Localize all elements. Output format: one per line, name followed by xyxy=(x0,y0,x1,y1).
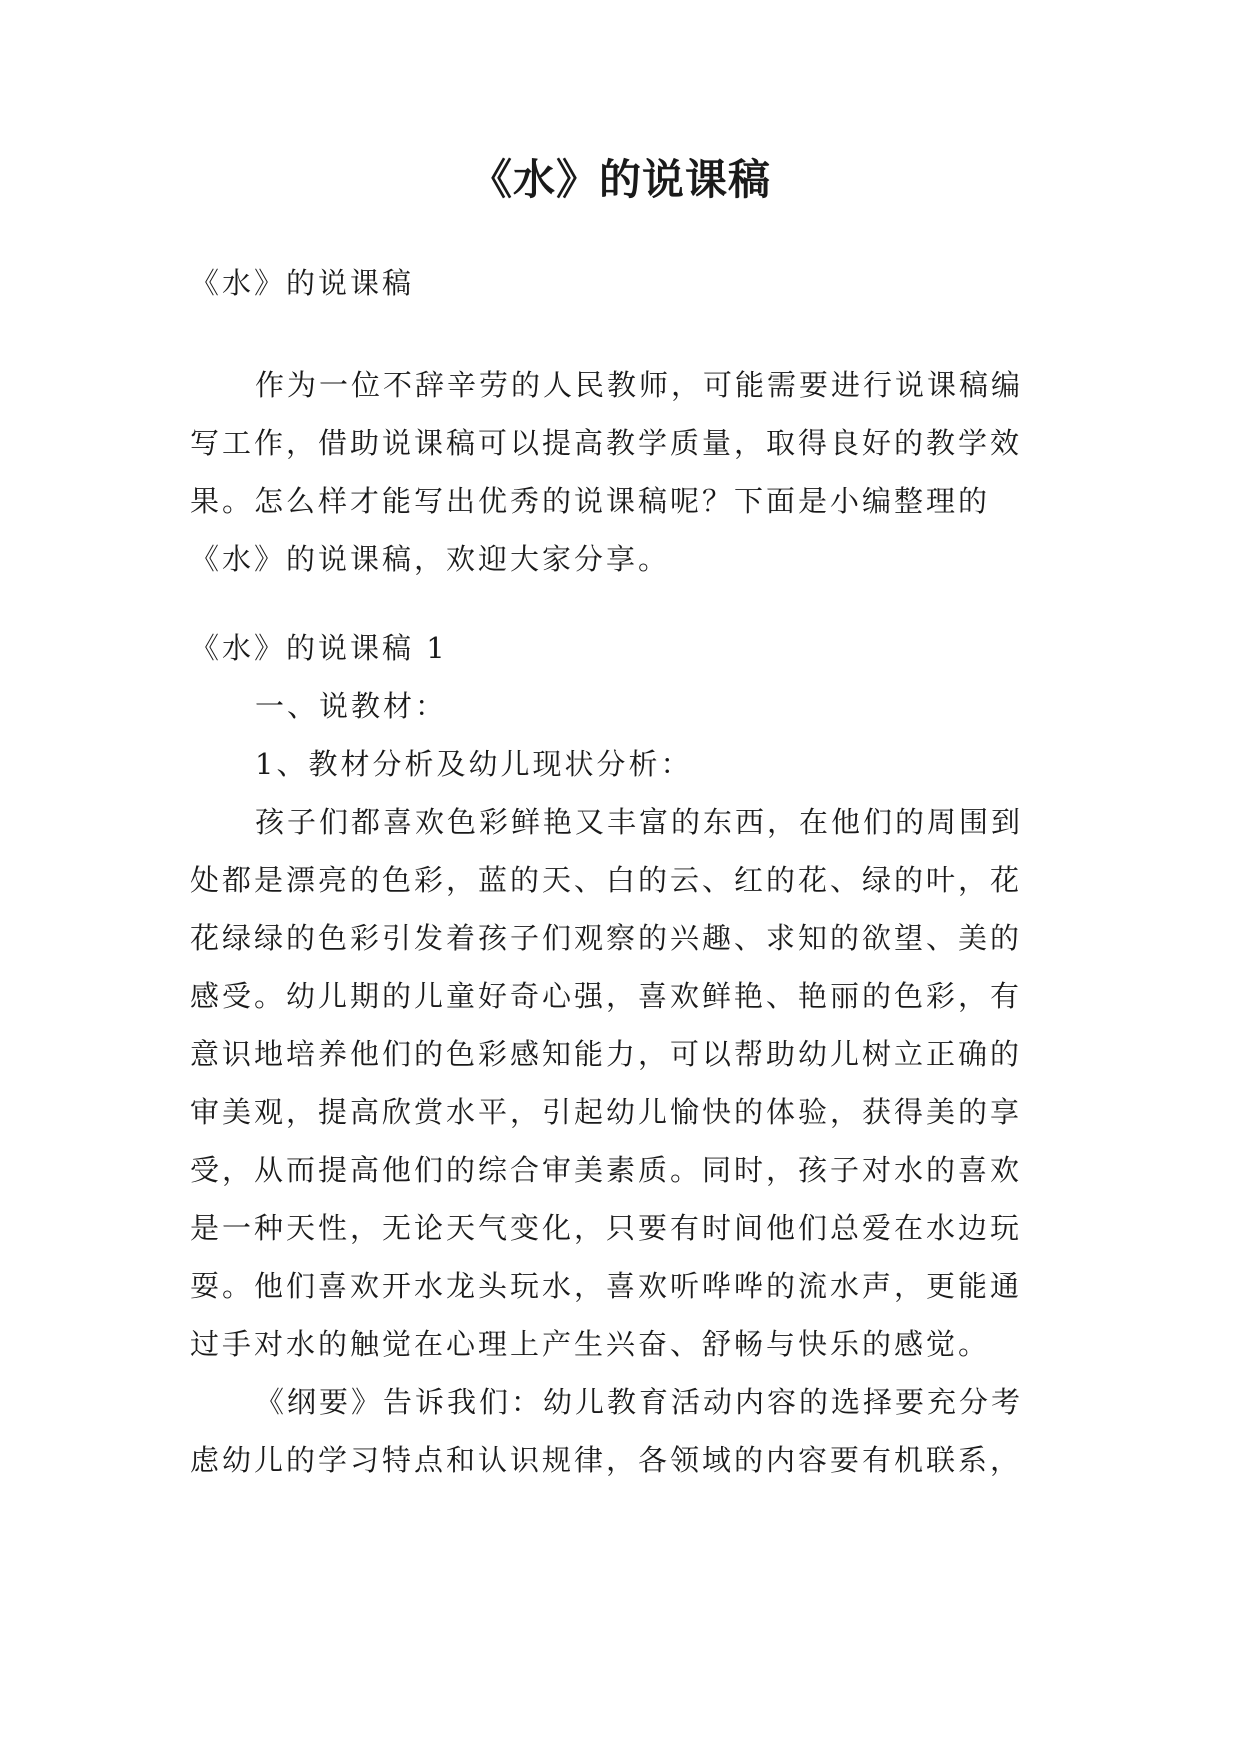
document-subtitle: 《水》的说课稿 xyxy=(190,266,415,300)
intro-line: 《水》的说课稿，欢迎大家分享。 xyxy=(190,542,671,576)
intro-line: 写工作，借助说课稿可以提高教学质量，取得良好的教学效 xyxy=(190,426,1023,460)
intro-paragraph xyxy=(190,356,1050,588)
paragraph-line: 是一种天性，无论天气变化，只要有时间他们总爱在水边玩 xyxy=(190,1211,1023,1245)
heading-analysis: 1、教材分析及幼儿现状分析： xyxy=(255,747,693,781)
heading-teaching-material: 一、说教材： xyxy=(255,689,448,723)
intro-line: 作为一位不辞辛劳的人民教师，可能需要进行说课稿编 xyxy=(255,368,1024,402)
intro-line: 果。怎么样才能写出优秀的说课稿呢？下面是小编整理的 xyxy=(190,484,991,518)
paragraph-line: 虑幼儿的学习特点和认识规律，各领域的内容要有机联系， xyxy=(190,1443,1023,1477)
section-body xyxy=(190,619,1050,1489)
paragraph-line: 受，从而提高他们的综合审美素质。同时，孩子对水的喜欢 xyxy=(190,1153,1023,1187)
paragraph-line: 孩子们都喜欢色彩鲜艳又丰富的东西，在他们的周围到 xyxy=(255,805,1024,839)
document-title: 《水》的说课稿 xyxy=(469,155,771,204)
section-title: 《水》的说课稿 1 xyxy=(190,631,448,665)
paragraph-line: 感受。幼儿期的儿童好奇心强，喜欢鲜艳、艳丽的色彩，有 xyxy=(190,979,1023,1013)
paragraph-line: 花绿绿的色彩引发着孩子们观察的兴趣、求知的欲望、美的 xyxy=(190,921,1023,955)
paragraph-line: 审美观，提高欣赏水平，引起幼儿愉快的体验，获得美的享 xyxy=(190,1095,1023,1129)
paragraph-line: 《纲要》告诉我们：幼儿教育活动内容的选择要充分考 xyxy=(255,1385,1024,1419)
paragraph-line: 耍。他们喜欢开水龙头玩水，喜欢听哗哗的流水声，更能通 xyxy=(190,1269,1023,1303)
paragraph-line: 处都是漂亮的色彩，蓝的天、白的云、红的花、绿的叶，花 xyxy=(190,863,1023,897)
paragraph-line: 意识地培养他们的色彩感知能力，可以帮助幼儿树立正确的 xyxy=(190,1037,1023,1071)
document-subtitle-block xyxy=(190,254,1050,312)
paragraph-line: 过手对水的触觉在心理上产生兴奋、舒畅与快乐的感觉。 xyxy=(190,1327,991,1361)
